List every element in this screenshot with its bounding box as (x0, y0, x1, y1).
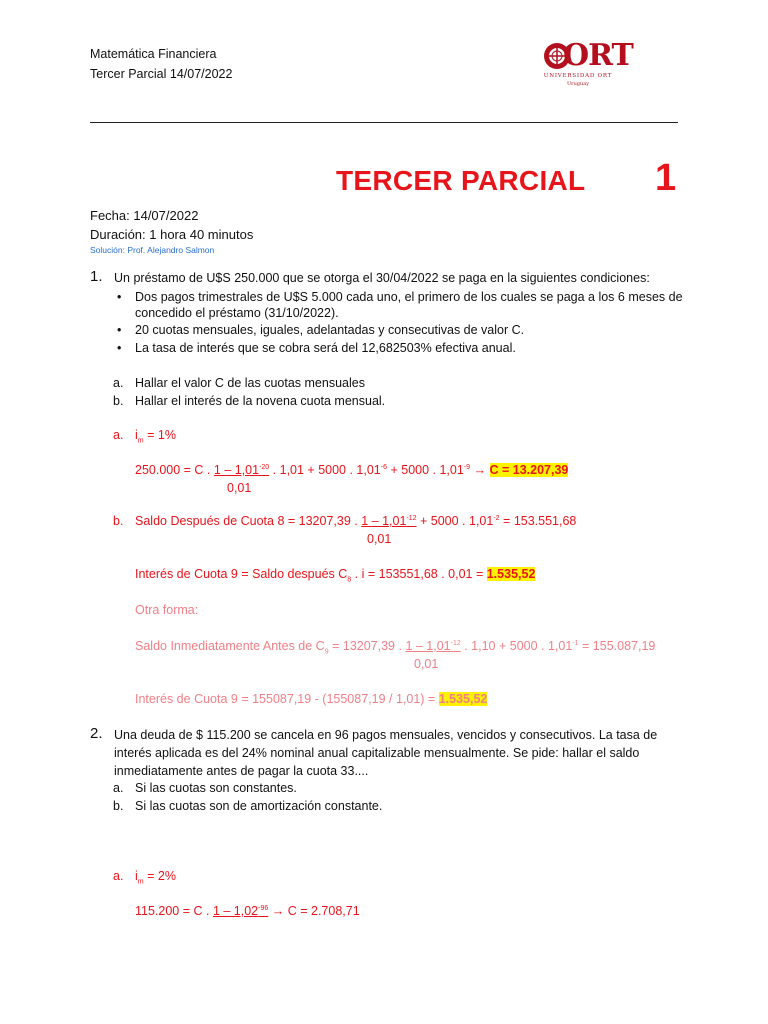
duracion: Duración: 1 hora 40 minutos (90, 227, 254, 242)
q2-line-2: interés aplicada es del 24% nominal anual capitalizable mensualmente. Se pide: hallar el saldo (114, 746, 640, 760)
q2-sol-a-result: C = 2.708,71 (287, 904, 360, 918)
q2-number: 2. (90, 725, 103, 742)
bullet-icon: • (117, 341, 122, 355)
q1-bullet-3: La tasa de interés que se cobra será del 12,682503% efectiva anual. (135, 341, 516, 355)
q1-sol-b-label: b. (113, 514, 124, 528)
q1-part-a-label: a. (113, 376, 124, 390)
q1-alt-denominator: 0,01 (414, 657, 439, 671)
q1-otra-forma: Otra forma: (135, 603, 199, 617)
q1-sol-b-equation: Saldo Después de Cuota 8 = 13207,39 . $1 - 1,01^{-12} + 5000$ . $1,01^{-2} = 153.551,68$ (135, 514, 577, 528)
fraction-numerator: $1 - 1,01^{-12}$ (405, 639, 461, 653)
q1-sol-a-result: C = 13.207,39 (489, 463, 569, 477)
q1-part-b-text: Hallar el interés de la novena cuota mensual. (135, 394, 386, 408)
q1-sol-a-equation: 250.000 = C . $1 - 1,01^{-20}$ . 1,01 + 5000 . $1,01^{-6} + 5000$ . $1,01^{-9} \to C = 13.207,39$ (135, 463, 569, 477)
ort-logo-subtitle: UNIVERSIDAD ORT (543, 73, 613, 79)
q1-number: 1. (90, 268, 103, 285)
exam-date-header: Tercer Parcial 14/07/2022 (90, 67, 233, 81)
q1-sol-a-label: a. (113, 428, 124, 442)
q1-statement: Un préstamo de U$S 250.000 que se otorga el 30/04/2022 se paga en la siguientes condiciones: (114, 271, 650, 285)
page-title: TERCER PARCIAL (336, 165, 586, 196)
arrow-right-icon: → (470, 463, 490, 477)
arrow-right-icon: → (268, 904, 288, 918)
q2-part-a-label: a. (113, 781, 124, 795)
course-name: Matemática Financiera (90, 47, 217, 61)
q1-bullet-1-cont: concedido el préstamo (31/10/2022). (135, 306, 339, 320)
q2-line-1: Una deuda de $ 115.200 se cancela en 96 pagos mensuales, vencidos y consecutivos. La tasa de (114, 728, 658, 742)
q1-sol-b-denominator: 0,01 (367, 532, 392, 546)
fecha: Fecha: 14/07/2022 (90, 208, 199, 223)
ort-logo-word: ORT (563, 38, 633, 73)
q1-alt-equation: Saldo Inmediatamente Antes de $C_9 = 13207,39$ . $1 - 1,01^{-12}$ . 1,10 + 5000 . $1,01^{-1} = 155.087,19$ (135, 639, 656, 656)
ort-logo (543, 38, 633, 90)
q1-alt-interest: Interés de Cuota 9 = 155087,19 - (155087,19 / 1,01) = 1.535,52 (135, 692, 488, 706)
q2-part-b-text: Si las cuotas son de amortización constante. (135, 799, 383, 813)
q2-part-a-text: Si las cuotas son constantes. (135, 781, 297, 795)
q2-part-b-label: b. (113, 799, 124, 813)
bullet-icon: • (117, 290, 122, 304)
q1-bullet-1: Dos pagos trimestrales de U$S 5.000 cada uno, el primero de los cuales se paga a los 6 meses de (135, 290, 683, 304)
bullet-icon: • (117, 323, 122, 337)
q1-sol-b-interest: Interés de Cuota 9 = Saldo después $C_8$ . i = 153551,68 . 0,01 = 1.535,52 (135, 567, 536, 584)
fraction-numerator: $1 - 1,01^{-12}$ (361, 514, 417, 528)
exam-number: 1 (655, 157, 677, 199)
header-divider (90, 122, 678, 123)
q1-part-a-text: Hallar el valor C de las cuotas mensuales (135, 376, 365, 390)
q1-bullet-2: 20 cuotas mensuales, iguales, adelantadas y consecutivas de valor C. (135, 323, 525, 337)
solucion-credit: Solución: Prof. Alejandro Salmon (90, 245, 215, 255)
fraction-numerator: $1 - 1,01^{-20}$ (213, 463, 270, 477)
q2-sol-a-rate: $i_m = 2\%$ (135, 869, 176, 886)
q1-sol-b-result: 1.535,52 (486, 567, 536, 581)
q1-part-b-label: b. (113, 394, 124, 408)
q1-sol-a-rate: $i_m = 1\%$ (135, 428, 176, 445)
q2-line-3: inmediatamente antes de pagar la cuota 33.... (114, 764, 369, 778)
ort-logo-country: Uruguay (566, 81, 590, 87)
q2-sol-a-equation: 115.200 = C . $1 - 1,02^{-96} \to C = 2.708,71$ (135, 904, 360, 918)
q1-sol-a-denominator: 0,01 (227, 481, 252, 495)
q2-sol-a-label: a. (113, 869, 124, 883)
q1-alt-result: 1.535,52 (438, 692, 488, 706)
fraction-numerator: $1 - 1,02^{-96}$ (212, 904, 269, 918)
